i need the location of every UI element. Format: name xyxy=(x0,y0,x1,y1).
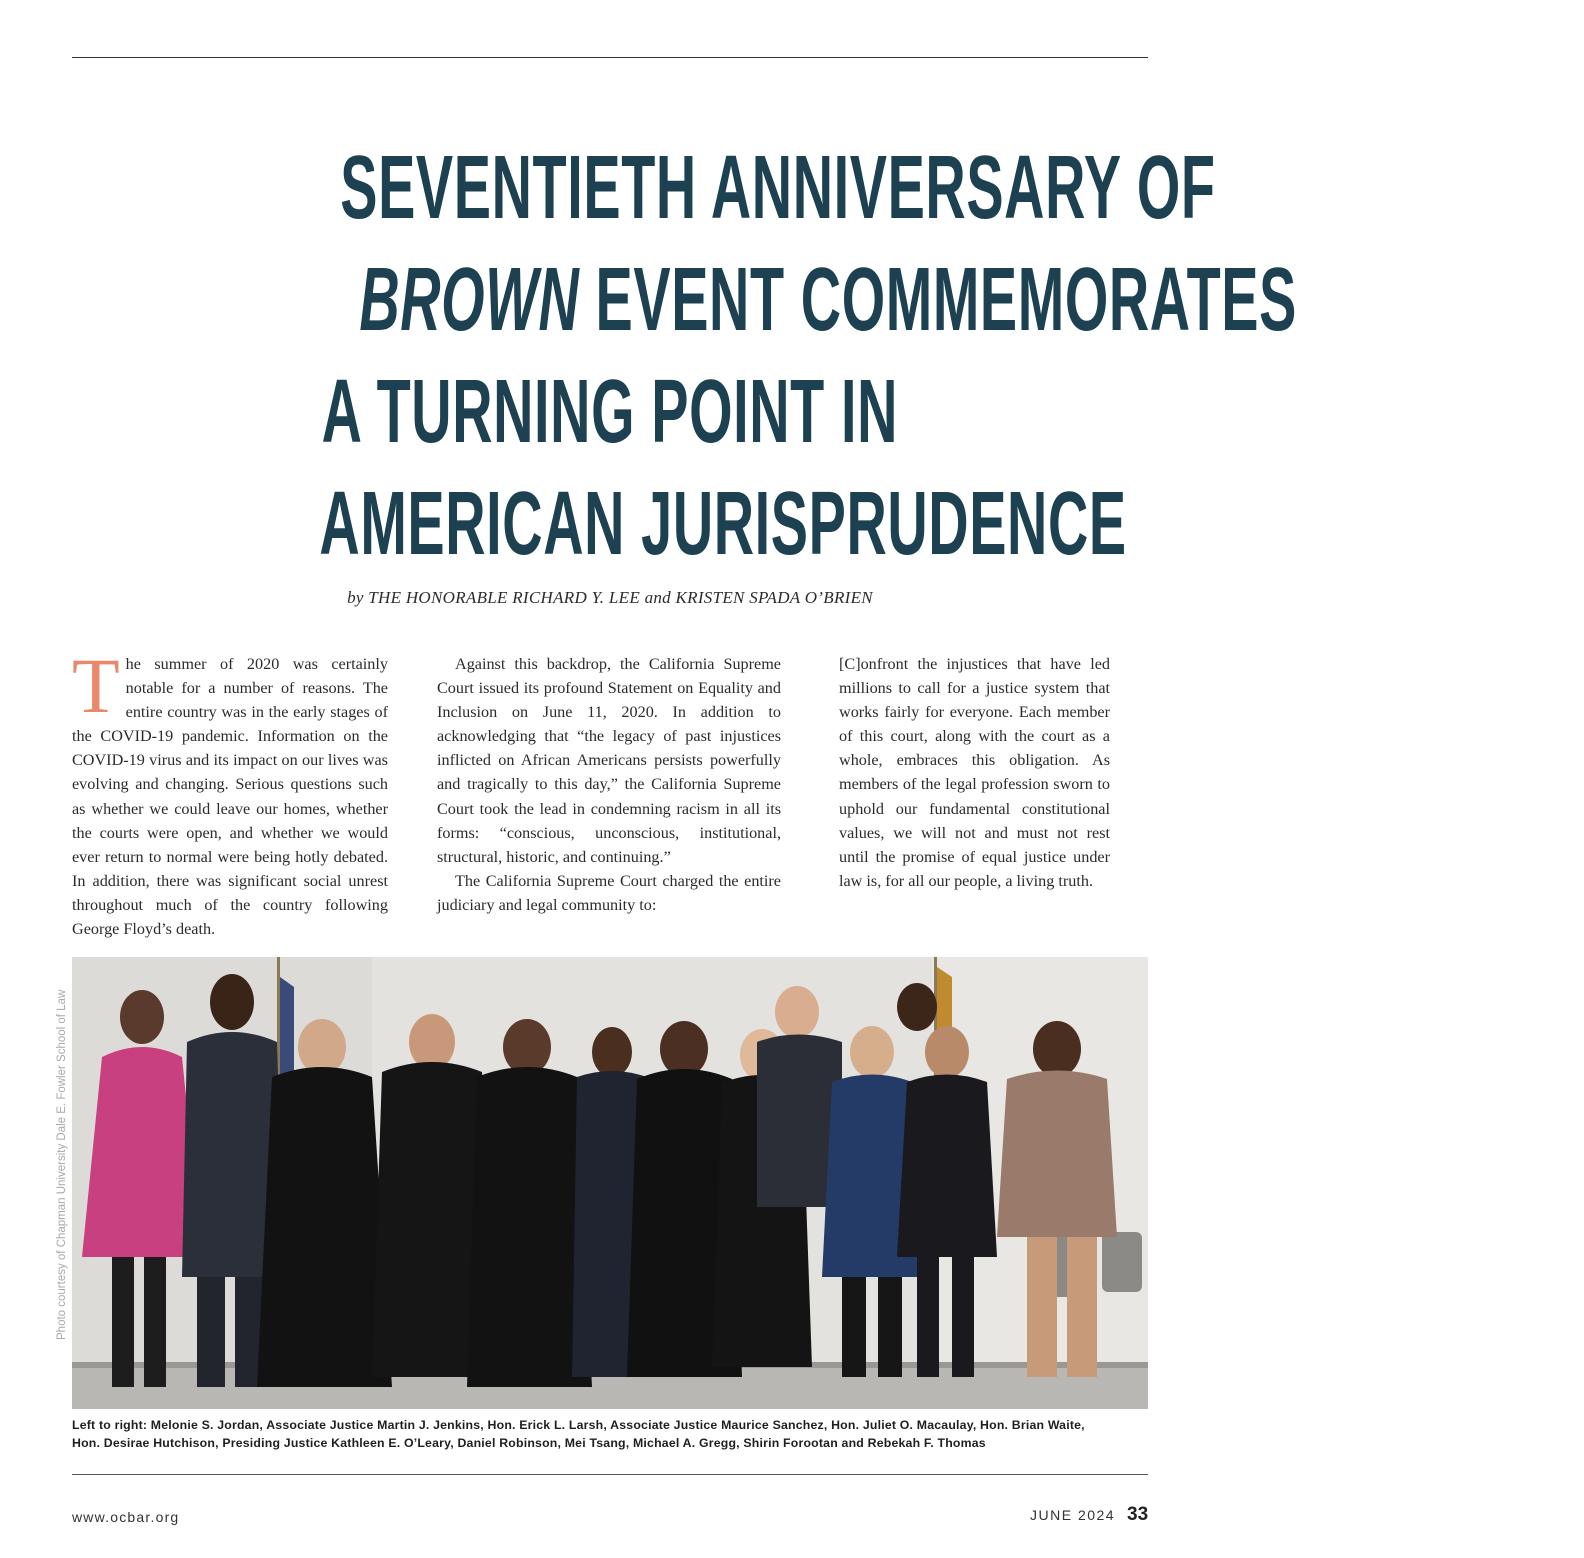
headline-line-1: SEVENTIETH ANNIVERSARY OF xyxy=(340,138,1216,238)
byline: by THE HONORABLE RICHARD Y. LEE and KRISTEN SPADA O’BRIEN xyxy=(347,588,873,607)
footer-url: www.ocbar.org xyxy=(72,1509,180,1525)
headline-line-3: A TURNING POINT IN xyxy=(321,362,899,462)
article-headline xyxy=(72,132,1297,580)
article-column-3-blockquote xyxy=(839,652,1110,893)
headline-line-2: EVENT COMMEMORATES xyxy=(579,250,1297,350)
page-number: 33 xyxy=(1127,1504,1149,1525)
drop-cap: T xyxy=(72,642,120,729)
column-3-text: [C]onfront the injustices that have led millions to call for a justice system that works fairly for everyone. Each member of this court, along with the court as a whole, embraces this obligation. As members of the legal profession sworn to uphold our fundamental constitutional values, we will not and must not rest until the promise of equal justice under law is, for all our people, a living truth. xyxy=(839,655,1110,890)
column-2-paragraph-2: The California Supreme Court charged the entire judiciary and legal community to: xyxy=(437,871,781,914)
footer-date: JUNE 2024 xyxy=(1030,1507,1116,1523)
group-photo-illustration xyxy=(72,957,1148,1409)
column-2-paragraph-1: Against this backdrop, the California Supreme Court issued its profound Statement on Equality and Inclusion on June 11, 2020. In addition to acknowledging that “the legacy of past injustices inflicted on African Americans persists powerfully and tragically to this day,” the California Supreme Court took the lead in condemning racism in all its forms: “conscious, unconscious, institutional, structural, historic, and continuing.” xyxy=(437,655,781,866)
caption-line-1: Left to right: Melonie S. Jordan, Associate Justice Martin J. Jenkins, Hon. Erick L. Larsh, Associate Justice Maurice Sanchez, Hon. Juliet O. Macaulay, Hon. Brian Waite, xyxy=(72,1418,1085,1432)
column-1-text: he summer of 2020 was certainly notable for a number of reasons. The entire country was in the early stages of the COVID-19 pandemic. Information on the COVID-19 virus and its impact on our lives was evolving and changing. Serious questions such as whether we could leave our homes, whether the courts were open, and whether we would ever return to normal were being hotly debated. In addition, there was significant social unrest throughout much of the country following George Floyd’s death. xyxy=(72,655,388,939)
photo-credit: Photo courtesy of Chapman University Dale E. Fowler School of Law xyxy=(56,989,68,1340)
headline-line-4: AMERICAN JURISPRUDENCE xyxy=(319,474,1127,574)
caption-line-2: Hon. Desirae Hutchison, Presiding Justice Kathleen E. O’Leary, Daniel Robinson, Mei Tsang, Michael A. Gregg, Shirin Forootan and Rebekah F. Thomas xyxy=(72,1436,986,1450)
headline-italic-word: BROWN xyxy=(359,250,580,350)
bottom-rule xyxy=(72,1474,1148,1475)
top-rule xyxy=(72,57,1148,58)
article-column-1 xyxy=(72,642,388,941)
group-photo xyxy=(72,957,1148,1409)
article-column-2 xyxy=(437,652,781,917)
photo-caption xyxy=(72,1416,1148,1452)
